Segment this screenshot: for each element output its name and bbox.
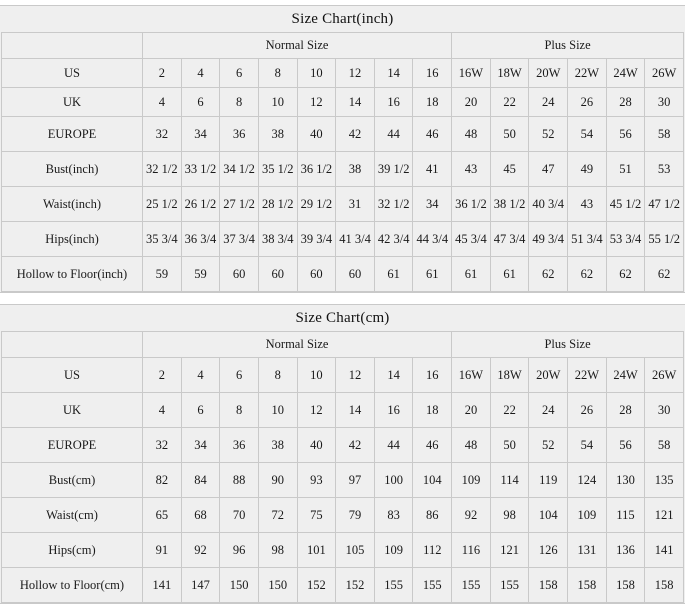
size-chart-inch-table bbox=[1, 32, 684, 292]
cell: 124 bbox=[568, 463, 607, 498]
cell: 27 1/2 bbox=[220, 187, 259, 222]
cell: 88 bbox=[220, 463, 259, 498]
cell: 158 bbox=[568, 568, 607, 603]
cell: 22 bbox=[490, 393, 529, 428]
cell: 141 bbox=[645, 533, 684, 568]
cell: 119 bbox=[529, 463, 568, 498]
cell: 4 bbox=[143, 393, 182, 428]
cell: 98 bbox=[490, 498, 529, 533]
cell: 28 bbox=[606, 393, 645, 428]
cell: 101 bbox=[297, 533, 336, 568]
cell: 51 bbox=[606, 152, 645, 187]
size-chart-cm-table bbox=[1, 331, 684, 603]
cell: 158 bbox=[645, 568, 684, 603]
cell: 47 3/4 bbox=[490, 222, 529, 257]
cell: 53 bbox=[645, 152, 684, 187]
cell: 22W bbox=[568, 358, 607, 393]
cell: 90 bbox=[258, 463, 297, 498]
cell: 2 bbox=[143, 59, 182, 88]
cell: 41 3/4 bbox=[336, 222, 375, 257]
table-row bbox=[2, 117, 684, 152]
cell: 62 bbox=[645, 257, 684, 292]
cell: 100 bbox=[374, 463, 413, 498]
size-chart-cm-title: Size Chart(cm) bbox=[0, 305, 685, 331]
cell: 10 bbox=[297, 59, 336, 88]
cell: 104 bbox=[529, 498, 568, 533]
cell: 155 bbox=[413, 568, 452, 603]
cell: 8 bbox=[258, 358, 297, 393]
cell: 18 bbox=[413, 88, 452, 117]
cell: 20 bbox=[452, 88, 491, 117]
cell: 16 bbox=[413, 358, 452, 393]
cell: 48 bbox=[452, 428, 491, 463]
cell: 31 bbox=[336, 187, 375, 222]
cell: 49 bbox=[568, 152, 607, 187]
cell: 40 bbox=[297, 117, 336, 152]
row-label-bust: Bust(inch) bbox=[2, 152, 143, 187]
cell: 44 3/4 bbox=[413, 222, 452, 257]
cell: 54 bbox=[568, 117, 607, 152]
cell: 152 bbox=[297, 568, 336, 603]
cell: 8 bbox=[258, 59, 297, 88]
table-row bbox=[2, 393, 684, 428]
cell: 96 bbox=[220, 533, 259, 568]
cell: 8 bbox=[220, 88, 259, 117]
cell: 47 1/2 bbox=[645, 187, 684, 222]
cell: 58 bbox=[645, 428, 684, 463]
cell: 22W bbox=[568, 59, 607, 88]
cell: 30 bbox=[645, 393, 684, 428]
cell: 8 bbox=[220, 393, 259, 428]
cell: 42 3/4 bbox=[374, 222, 413, 257]
row-label-hollow-to-floor: Hollow to Floor(cm) bbox=[2, 568, 143, 603]
group-header-plus-size: Plus Size bbox=[452, 332, 684, 358]
cell: 39 1/2 bbox=[374, 152, 413, 187]
cell: 115 bbox=[606, 498, 645, 533]
row-label-uk: UK bbox=[2, 393, 143, 428]
cell: 59 bbox=[143, 257, 182, 292]
cell: 42 bbox=[336, 428, 375, 463]
cell: 158 bbox=[606, 568, 645, 603]
cell: 48 bbox=[452, 117, 491, 152]
table-row bbox=[2, 222, 684, 257]
cell: 56 bbox=[606, 117, 645, 152]
cell: 35 3/4 bbox=[143, 222, 182, 257]
cell: 150 bbox=[220, 568, 259, 603]
group-header-corner bbox=[2, 33, 143, 59]
cell: 12 bbox=[336, 358, 375, 393]
cell: 18W bbox=[490, 59, 529, 88]
cell: 40 bbox=[297, 428, 336, 463]
cell: 29 1/2 bbox=[297, 187, 336, 222]
cell: 86 bbox=[413, 498, 452, 533]
cell: 34 bbox=[181, 117, 220, 152]
cell: 75 bbox=[297, 498, 336, 533]
row-label-hollow-to-floor: Hollow to Floor(inch) bbox=[2, 257, 143, 292]
cell: 49 3/4 bbox=[529, 222, 568, 257]
cell: 37 3/4 bbox=[220, 222, 259, 257]
cell: 155 bbox=[374, 568, 413, 603]
cell: 10 bbox=[297, 358, 336, 393]
section-divider bbox=[0, 293, 685, 296]
cell: 79 bbox=[336, 498, 375, 533]
cell: 20 bbox=[452, 393, 491, 428]
cell: 16 bbox=[374, 393, 413, 428]
cell: 2 bbox=[143, 358, 182, 393]
row-label-bust: Bust(cm) bbox=[2, 463, 143, 498]
table-row-group-headers bbox=[2, 332, 684, 358]
cell: 18 bbox=[413, 393, 452, 428]
cell: 35 1/2 bbox=[258, 152, 297, 187]
row-label-uk: UK bbox=[2, 88, 143, 117]
cell: 14 bbox=[374, 358, 413, 393]
cell: 6 bbox=[181, 88, 220, 117]
cell: 131 bbox=[568, 533, 607, 568]
cell: 28 bbox=[606, 88, 645, 117]
cell: 41 bbox=[413, 152, 452, 187]
cell: 93 bbox=[297, 463, 336, 498]
cell: 12 bbox=[297, 393, 336, 428]
cell: 40 3/4 bbox=[529, 187, 568, 222]
cell: 126 bbox=[529, 533, 568, 568]
table-row bbox=[2, 463, 684, 498]
row-label-hips: Hips(cm) bbox=[2, 533, 143, 568]
table-row bbox=[2, 358, 684, 393]
cell: 16 bbox=[374, 88, 413, 117]
row-label-waist: Waist(inch) bbox=[2, 187, 143, 222]
cell: 20W bbox=[529, 59, 568, 88]
cell: 121 bbox=[490, 533, 529, 568]
cell: 38 1/2 bbox=[490, 187, 529, 222]
cell: 25 1/2 bbox=[143, 187, 182, 222]
cell: 36 3/4 bbox=[181, 222, 220, 257]
cell: 54 bbox=[568, 428, 607, 463]
cell: 45 bbox=[490, 152, 529, 187]
cell: 33 1/2 bbox=[181, 152, 220, 187]
cell: 44 bbox=[374, 428, 413, 463]
cell: 32 bbox=[143, 117, 182, 152]
cell: 91 bbox=[143, 533, 182, 568]
cell: 147 bbox=[181, 568, 220, 603]
cell: 61 bbox=[452, 257, 491, 292]
cell: 36 1/2 bbox=[452, 187, 491, 222]
cell: 26 bbox=[568, 393, 607, 428]
cell: 62 bbox=[568, 257, 607, 292]
cell: 47 bbox=[529, 152, 568, 187]
cell: 38 bbox=[336, 152, 375, 187]
cell: 45 1/2 bbox=[606, 187, 645, 222]
cell: 14 bbox=[336, 393, 375, 428]
size-chart-inch-block bbox=[0, 5, 685, 293]
cell: 150 bbox=[258, 568, 297, 603]
cell: 28 1/2 bbox=[258, 187, 297, 222]
cell: 12 bbox=[297, 88, 336, 117]
cell: 38 bbox=[258, 117, 297, 152]
cell: 83 bbox=[374, 498, 413, 533]
cell: 104 bbox=[413, 463, 452, 498]
cell: 46 bbox=[413, 428, 452, 463]
cell: 26 bbox=[568, 88, 607, 117]
cell: 14 bbox=[336, 88, 375, 117]
cell: 42 bbox=[336, 117, 375, 152]
table-row bbox=[2, 257, 684, 292]
group-header-normal-size: Normal Size bbox=[143, 332, 452, 358]
cell: 45 3/4 bbox=[452, 222, 491, 257]
group-header-corner bbox=[2, 332, 143, 358]
cell: 24W bbox=[606, 59, 645, 88]
row-label-us: US bbox=[2, 59, 143, 88]
cell: 22 bbox=[490, 88, 529, 117]
cell: 30 bbox=[645, 88, 684, 117]
cell: 112 bbox=[413, 533, 452, 568]
cell: 6 bbox=[220, 358, 259, 393]
cell: 14 bbox=[374, 59, 413, 88]
cell: 130 bbox=[606, 463, 645, 498]
size-chart-cm-block bbox=[0, 304, 685, 604]
cell: 59 bbox=[181, 257, 220, 292]
cell: 56 bbox=[606, 428, 645, 463]
row-label-us: US bbox=[2, 358, 143, 393]
cell: 60 bbox=[297, 257, 336, 292]
cell: 61 bbox=[490, 257, 529, 292]
table-row bbox=[2, 88, 684, 117]
group-header-plus-size: Plus Size bbox=[452, 33, 684, 59]
cell: 58 bbox=[645, 117, 684, 152]
cell: 34 1/2 bbox=[220, 152, 259, 187]
cell: 18W bbox=[490, 358, 529, 393]
table-row bbox=[2, 152, 684, 187]
cell: 60 bbox=[258, 257, 297, 292]
cell: 60 bbox=[336, 257, 375, 292]
cell: 50 bbox=[490, 117, 529, 152]
table-row bbox=[2, 498, 684, 533]
size-chart-page bbox=[0, 5, 685, 592]
cell: 26W bbox=[645, 358, 684, 393]
cell: 10 bbox=[258, 88, 297, 117]
cell: 55 1/2 bbox=[645, 222, 684, 257]
cell: 43 bbox=[452, 152, 491, 187]
cell: 65 bbox=[143, 498, 182, 533]
cell: 36 bbox=[220, 428, 259, 463]
cell: 36 bbox=[220, 117, 259, 152]
cell: 32 bbox=[143, 428, 182, 463]
cell: 92 bbox=[452, 498, 491, 533]
cell: 43 bbox=[568, 187, 607, 222]
cell: 109 bbox=[452, 463, 491, 498]
cell: 155 bbox=[490, 568, 529, 603]
cell: 46 bbox=[413, 117, 452, 152]
cell: 26 1/2 bbox=[181, 187, 220, 222]
cell: 34 bbox=[413, 187, 452, 222]
cell: 16W bbox=[452, 358, 491, 393]
row-label-waist: Waist(cm) bbox=[2, 498, 143, 533]
cell: 53 3/4 bbox=[606, 222, 645, 257]
cell: 16W bbox=[452, 59, 491, 88]
cell: 10 bbox=[258, 393, 297, 428]
cell: 60 bbox=[220, 257, 259, 292]
table-row bbox=[2, 428, 684, 463]
cell: 32 1/2 bbox=[143, 152, 182, 187]
table-row bbox=[2, 568, 684, 603]
cell: 51 3/4 bbox=[568, 222, 607, 257]
cell: 158 bbox=[529, 568, 568, 603]
cell: 136 bbox=[606, 533, 645, 568]
cell: 4 bbox=[143, 88, 182, 117]
cell: 12 bbox=[336, 59, 375, 88]
cell: 82 bbox=[143, 463, 182, 498]
cell: 105 bbox=[336, 533, 375, 568]
cell: 6 bbox=[220, 59, 259, 88]
cell: 135 bbox=[645, 463, 684, 498]
row-label-europe: EUROPE bbox=[2, 117, 143, 152]
cell: 39 3/4 bbox=[297, 222, 336, 257]
group-header-normal-size: Normal Size bbox=[143, 33, 452, 59]
cell: 116 bbox=[452, 533, 491, 568]
cell: 97 bbox=[336, 463, 375, 498]
cell: 121 bbox=[645, 498, 684, 533]
cell: 4 bbox=[181, 358, 220, 393]
size-chart-inch-title: Size Chart(inch) bbox=[0, 6, 685, 32]
cell: 152 bbox=[336, 568, 375, 603]
cell: 70 bbox=[220, 498, 259, 533]
table-row bbox=[2, 59, 684, 88]
cell: 44 bbox=[374, 117, 413, 152]
cell: 109 bbox=[374, 533, 413, 568]
cell: 24W bbox=[606, 358, 645, 393]
cell: 114 bbox=[490, 463, 529, 498]
cell: 98 bbox=[258, 533, 297, 568]
cell: 62 bbox=[529, 257, 568, 292]
cell: 52 bbox=[529, 117, 568, 152]
cell: 6 bbox=[181, 393, 220, 428]
table-row bbox=[2, 187, 684, 222]
cell: 38 bbox=[258, 428, 297, 463]
cell: 141 bbox=[143, 568, 182, 603]
cell: 38 3/4 bbox=[258, 222, 297, 257]
table-row bbox=[2, 533, 684, 568]
cell: 62 bbox=[606, 257, 645, 292]
cell: 84 bbox=[181, 463, 220, 498]
cell: 52 bbox=[529, 428, 568, 463]
cell: 36 1/2 bbox=[297, 152, 336, 187]
cell: 24 bbox=[529, 393, 568, 428]
cell: 32 1/2 bbox=[374, 187, 413, 222]
cell: 26W bbox=[645, 59, 684, 88]
row-label-hips: Hips(inch) bbox=[2, 222, 143, 257]
cell: 61 bbox=[374, 257, 413, 292]
cell: 34 bbox=[181, 428, 220, 463]
cell: 4 bbox=[181, 59, 220, 88]
cell: 109 bbox=[568, 498, 607, 533]
cell: 61 bbox=[413, 257, 452, 292]
cell: 92 bbox=[181, 533, 220, 568]
row-label-europe: EUROPE bbox=[2, 428, 143, 463]
cell: 155 bbox=[452, 568, 491, 603]
cell: 20W bbox=[529, 358, 568, 393]
table-row-group-headers bbox=[2, 33, 684, 59]
cell: 50 bbox=[490, 428, 529, 463]
cell: 72 bbox=[258, 498, 297, 533]
cell: 16 bbox=[413, 59, 452, 88]
cell: 24 bbox=[529, 88, 568, 117]
cell: 68 bbox=[181, 498, 220, 533]
